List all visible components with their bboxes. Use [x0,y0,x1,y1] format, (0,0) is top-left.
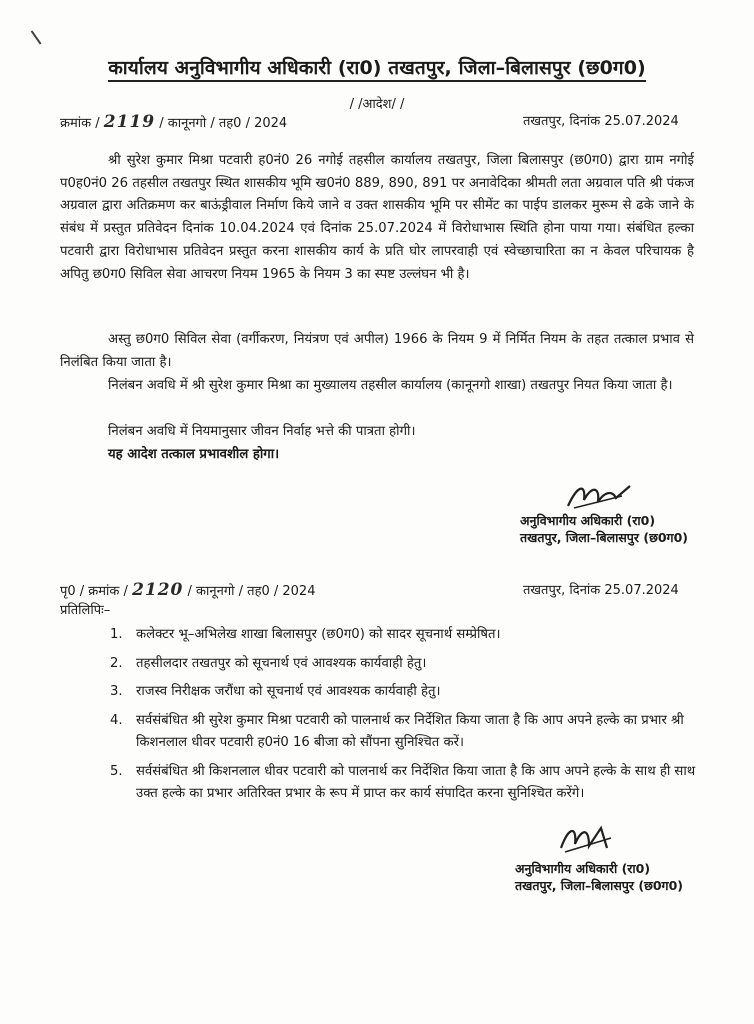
body-paragraph-5: यह आदेश तत्काल प्रभावशील होगा। [108,447,280,462]
signature-2-office: तखतपुर, जिला–बिलासपुर (छ0ग0) [515,878,683,893]
office-title: कार्यालय अनुविभागीय अधिकारी (रा0) तखतपुर, जिला–बिलासपुर (छ0ग0) [0,54,754,80]
body-paragraph-3: निलंबन अवधि में श्री सुरेश कुमार मिश्रा का मुख्यालय तहसील कार्यालय (कानूनगो शाखा) तखतपुर नियत किया जाता है। [108,378,673,393]
place-date-1: तखतपुर, दिनांक 25.07.2024 [523,114,679,129]
signature-1-office: तखतपुर, जिला–बिलासपुर (छ0ग0) [520,530,688,545]
signature-block-2 [515,860,683,894]
list-item: 2. तहसीलदार तखतपुर को सूचनार्थ एवं आवश्यक कार्यवाही हेतु। [110,655,427,671]
ref2-prefix: पृ0 / क्रमांक / [60,584,128,599]
list-item: 1. कलेक्टर भू–अभिलेख शाखा बिलासपुर (छ0ग0) को सादर सूचनार्थ सम्प्रेषित। [110,627,501,642]
signature-2-scribble [555,818,625,862]
reference-line-2 [60,580,315,600]
reference-line-1 [60,112,287,132]
handwritten-order-number: 2119 [103,112,156,132]
signature-2-designation: अनुविभागीय अधिकारी (रा0) [515,861,651,876]
body-paragraph-4: निलंबन अवधि में नियमानुसार जीवन निर्वाह भत्ते की पात्रता होगी। [108,424,416,439]
list-item: 3. राजस्व निरीक्षक जरौंधा को सूचनार्थ एवं आवश्यक कार्यवाही हेतु। [110,684,441,699]
ref-prefix: क्रमांक / [60,116,100,131]
place-date-2: तखतपुर, दिनांक 25.07.2024 [523,583,679,598]
copy-list [110,624,700,812]
order-heading: / /आदेश/ / [349,97,405,112]
copy-to-label: प्रतिलिपिः– [60,603,111,618]
body-paragraph-2: अस्तु छ0ग0 सिविल सेवा (वर्गीकरण, नियंत्रण एवं अपील) 1966 के नियम 9 में निर्मित नियम के तहत तत्काल प्रभाव से निलंबित किया जाता है। [60,332,694,370]
body-paragraph-1: श्री सुरेश कुमार मिश्रा पटवारी ह0नं0 26 नगोई तहसील कार्यालय तखतपुर, जिला बिलासपुर (छ0ग0) द्वारा ग्राम नगोई प0ह0नं0 26 तहसील तखतपुर स्थित शासकीय भूमि ख0नं0 889, 890, 891 पर अनावेदिका श्रीमती लता अग्रवाल पति श्री पंकज अग्रवाल द्वारा अतिक्रमण कर बाऊंड्रीवाल निर्माण किये जाने व उक्त शासकीय भूमि पर सीमेंट का पाईप डालकर मुरूम से ढके जाने के संबंध में प्रस्तुत प्रतिवेदन दिनांक 10.04.2024 एवं दिनांक 25.07.2024 में विरोधाभास स्थिति होना पाया गया। संबंधित हल्का पटवारी द्वारा विरोधाभास प्रतिवेदन प्रस्तुत करना शासकीय कार्य के प्रति घोर लापरवाही एवं स्वेच्छाचारिता का न केवल परिचायक है अपितु छ0ग0 सिविल सेवा आचरण नियम 1965 के नियम 3 का स्पष्ट उल्लंघन भी है। [60,153,694,282]
ref-suffix: / कानूनगो / तह0 / 2024 [159,116,288,131]
list-item: 4. सर्वसंबंधित श्री सुरेश कुमार मिश्रा पटवारी को पालनार्थ कर निर्देशित किया जाता है कि आप अपने हल्के का प्रभार श्री किशनलाल धीवर पटवारी ह0नं0 16 बीजा को सौंपना सुनिश्चित करें। [110,712,684,750]
signature-block-1 [520,512,688,546]
list-item: 5. सर्वसंबंधित श्री किशनलाल धीवर पटवारी को पालनार्थ कर निर्देशित किया जाता है कि आप अपने हल्के के साथ ही साथ उक्त हल्के का प्रभार अतिरिक्त प्रभार के रूप में प्राप्त कर कार्य संपादित करना सुनिश्चित करेंगे। [110,763,696,801]
scan-mark [31,23,52,44]
handwritten-endorsement-number: 2120 [132,580,184,600]
signature-1-designation: अनुविभागीय अधिकारी (रा0) [520,513,656,528]
ref2-suffix: / कानूनगो / तह0 / 2024 [187,584,316,599]
